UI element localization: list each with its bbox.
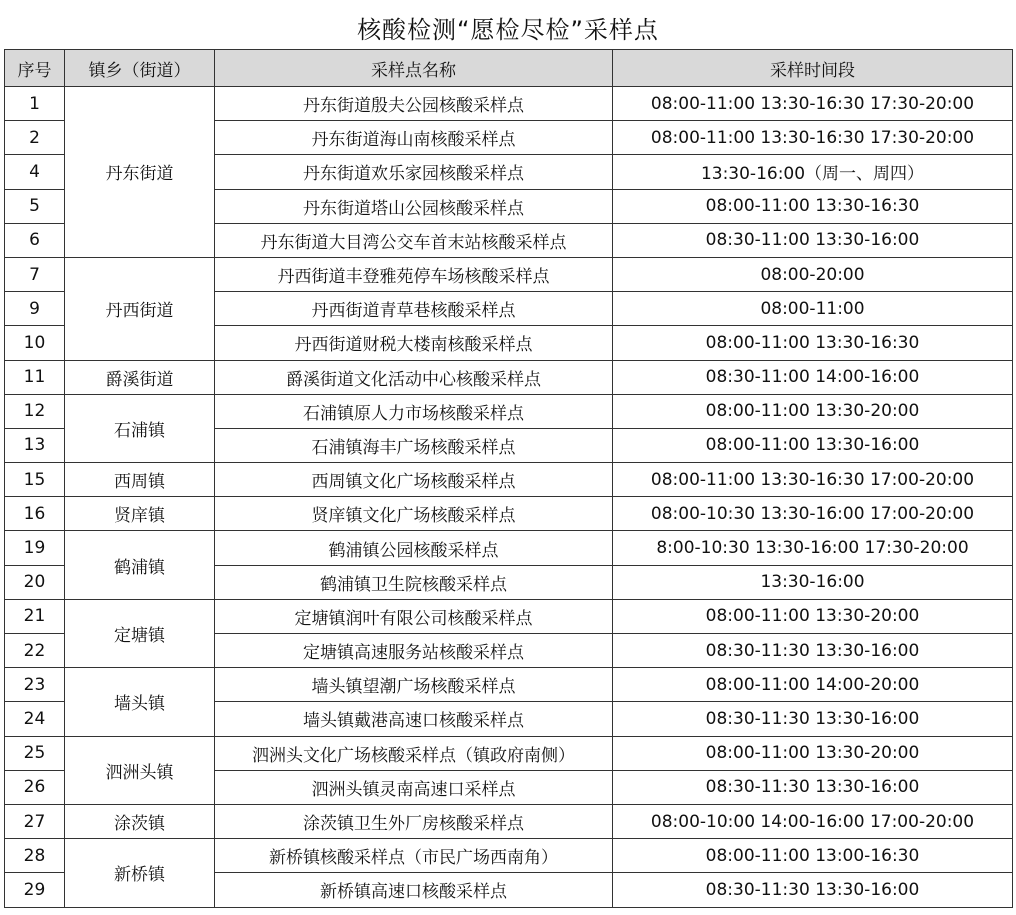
site-name: 墙头镇戴港高速口核酸采样点 bbox=[215, 702, 613, 736]
town-cell: 泗洲头镇 bbox=[65, 736, 215, 804]
row-number: 21 bbox=[5, 599, 65, 633]
time-period: 08:00-11:00 13:30-16:30 bbox=[613, 189, 1013, 223]
table-row bbox=[5, 257, 1013, 291]
town-cell: 墙头镇 bbox=[65, 668, 215, 736]
row-number: 4 bbox=[5, 155, 65, 189]
table-row bbox=[5, 497, 1013, 531]
row-number: 2 bbox=[5, 121, 65, 155]
site-name: 墙头镇望潮广场核酸采样点 bbox=[215, 668, 613, 702]
time-period: 08:30-11:30 13:30-16:00 bbox=[613, 770, 1013, 804]
time-period: 08:00-11:00 13:30-16:00 bbox=[613, 428, 1013, 462]
site-name: 西周镇文化广场核酸采样点 bbox=[215, 463, 613, 497]
site-name: 石浦镇原人力市场核酸采样点 bbox=[215, 394, 613, 428]
site-name: 涂茨镇卫生外厂房核酸采样点 bbox=[215, 804, 613, 838]
site-name: 定塘镇润叶有限公司核酸采样点 bbox=[215, 599, 613, 633]
time-period: 08:00-11:00 14:00-20:00 bbox=[613, 668, 1013, 702]
town-cell: 西周镇 bbox=[65, 463, 215, 497]
time-period: 08:00-11:00 13:30-16:30 17:00-20:00 bbox=[613, 463, 1013, 497]
time-period: 13:30-16:00 bbox=[613, 565, 1013, 599]
header-number: 序号 bbox=[5, 50, 65, 87]
header-site-name: 采样点名称 bbox=[215, 50, 613, 87]
row-number: 22 bbox=[5, 634, 65, 668]
site-name: 鹤浦镇公园核酸采样点 bbox=[215, 531, 613, 565]
sampling-sites-table bbox=[4, 49, 1013, 908]
row-number: 20 bbox=[5, 565, 65, 599]
site-name: 丹西街道丰登雅苑停车场核酸采样点 bbox=[215, 257, 613, 291]
row-number: 27 bbox=[5, 804, 65, 838]
time-period: 08:00-10:30 13:30-16:00 17:00-20:00 bbox=[613, 497, 1013, 531]
row-number: 29 bbox=[5, 873, 65, 907]
site-name: 丹西街道财税大楼南核酸采样点 bbox=[215, 326, 613, 360]
town-cell: 爵溪街道 bbox=[65, 360, 215, 394]
town-cell: 鹤浦镇 bbox=[65, 531, 215, 599]
time-period: 08:00-11:00 13:30-20:00 bbox=[613, 599, 1013, 633]
row-number: 12 bbox=[5, 394, 65, 428]
site-name: 丹东街道大目湾公交车首末站核酸采样点 bbox=[215, 223, 613, 257]
table-row bbox=[5, 531, 1013, 565]
site-name: 爵溪街道文化活动中心核酸采样点 bbox=[215, 360, 613, 394]
row-number: 26 bbox=[5, 770, 65, 804]
town-cell: 丹东街道 bbox=[65, 87, 215, 258]
time-period: 08:30-11:30 13:30-16:00 bbox=[613, 873, 1013, 907]
town-cell: 石浦镇 bbox=[65, 394, 215, 462]
time-period: 08:00-11:00 13:30-16:30 17:30-20:00 bbox=[613, 121, 1013, 155]
town-cell: 新桥镇 bbox=[65, 839, 215, 907]
time-period: 08:30-11:30 13:30-16:00 bbox=[613, 702, 1013, 736]
table-row bbox=[5, 804, 1013, 838]
time-period: 08:00-11:00 13:00-16:30 bbox=[613, 839, 1013, 873]
site-name: 丹东街道海山南核酸采样点 bbox=[215, 121, 613, 155]
site-name: 新桥镇高速口核酸采样点 bbox=[215, 873, 613, 907]
table-row bbox=[5, 394, 1013, 428]
row-number: 19 bbox=[5, 531, 65, 565]
row-number: 10 bbox=[5, 326, 65, 360]
table-body bbox=[5, 87, 1013, 908]
time-period: 08:00-11:00 13:30-20:00 bbox=[613, 736, 1013, 770]
site-name: 丹东街道塔山公园核酸采样点 bbox=[215, 189, 613, 223]
site-name: 鹤浦镇卫生院核酸采样点 bbox=[215, 565, 613, 599]
row-number: 15 bbox=[5, 463, 65, 497]
row-number: 24 bbox=[5, 702, 65, 736]
table-row bbox=[5, 668, 1013, 702]
table-row bbox=[5, 463, 1013, 497]
header-town: 镇乡（街道） bbox=[65, 50, 215, 87]
row-number: 13 bbox=[5, 428, 65, 462]
site-name: 泗洲头文化广场核酸采样点（镇政府南侧） bbox=[215, 736, 613, 770]
row-number: 11 bbox=[5, 360, 65, 394]
time-period: 08:30-11:00 13:30-16:00 bbox=[613, 223, 1013, 257]
table-header-row bbox=[5, 50, 1013, 87]
table-row bbox=[5, 736, 1013, 770]
row-number: 6 bbox=[5, 223, 65, 257]
site-name: 石浦镇海丰广场核酸采样点 bbox=[215, 428, 613, 462]
page-title: 核酸检测“愿检尽检”采样点 bbox=[357, 16, 659, 44]
time-period: 08:00-11:00 13:30-16:30 17:30-20:00 bbox=[613, 87, 1013, 121]
site-name: 新桥镇核酸采样点（市民广场西南角） bbox=[215, 839, 613, 873]
site-name: 贤庠镇文化广场核酸采样点 bbox=[215, 497, 613, 531]
site-name: 丹西街道青草巷核酸采样点 bbox=[215, 292, 613, 326]
row-number: 28 bbox=[5, 839, 65, 873]
time-period: 08:30-11:00 14:00-16:00 bbox=[613, 360, 1013, 394]
site-name: 定塘镇高速服务站核酸采样点 bbox=[215, 634, 613, 668]
time-period: 08:00-11:00 bbox=[613, 292, 1013, 326]
town-cell: 涂茨镇 bbox=[65, 804, 215, 838]
header-time-period: 采样时间段 bbox=[613, 50, 1013, 87]
site-name: 丹东街道殷夫公园核酸采样点 bbox=[215, 87, 613, 121]
table-row bbox=[5, 87, 1013, 121]
time-period: 8:00-10:30 13:30-16:00 17:30-20:00 bbox=[613, 531, 1013, 565]
row-number: 9 bbox=[5, 292, 65, 326]
row-number: 7 bbox=[5, 257, 65, 291]
time-period: 08:00-11:00 13:30-20:00 bbox=[613, 394, 1013, 428]
table-row bbox=[5, 839, 1013, 873]
site-name: 丹东街道欢乐家园核酸采样点 bbox=[215, 155, 613, 189]
town-cell: 定塘镇 bbox=[65, 599, 215, 667]
row-number: 1 bbox=[5, 87, 65, 121]
time-period: 08:00-11:00 13:30-16:30 bbox=[613, 326, 1013, 360]
table-row bbox=[5, 599, 1013, 633]
row-number: 5 bbox=[5, 189, 65, 223]
row-number: 16 bbox=[5, 497, 65, 531]
time-period: 13:30-16:00（周一、周四） bbox=[613, 155, 1013, 189]
time-period: 08:00-10:00 14:00-16:00 17:00-20:00 bbox=[613, 804, 1013, 838]
time-period: 08:00-20:00 bbox=[613, 257, 1013, 291]
row-number: 23 bbox=[5, 668, 65, 702]
town-cell: 贤庠镇 bbox=[65, 497, 215, 531]
site-name: 泗洲头镇灵南高速口采样点 bbox=[215, 770, 613, 804]
table-row bbox=[5, 360, 1013, 394]
town-cell: 丹西街道 bbox=[65, 257, 215, 360]
row-number: 25 bbox=[5, 736, 65, 770]
time-period: 08:30-11:30 13:30-16:00 bbox=[613, 634, 1013, 668]
